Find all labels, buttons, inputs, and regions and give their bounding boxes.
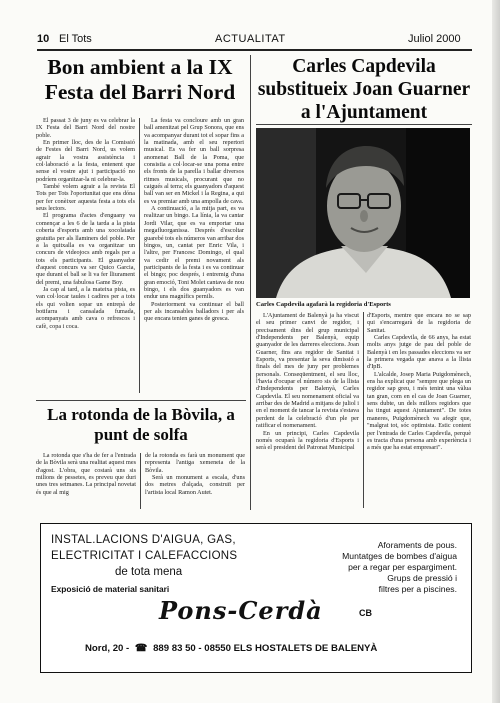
paragraph: d'Esports, mentre que encara no se sap qui s'encarregarà de la regidoria de Sanitat. [367,312,471,334]
publication-name: El Tots [59,33,92,45]
section-name: ACTUALITAT [215,33,286,45]
ad-line-4: Exposició de material sanitari [51,584,170,594]
photo-caption: Carles Capdevila agafarà la regidoria d'Esports [256,301,391,308]
paragraph: de la rotonda es farà un monument que representa l'antiga xemeneia de la Bòvila. [145,452,245,474]
article-rotonda-column-2 [145,452,245,510]
issue-date: Juliol 2000 [408,33,461,45]
ad-right-line-3: per a regar per espargiment. [348,562,457,572]
article-title-rotonda: La rotonda de la Bòvila, a punt de solfa [47,405,235,445]
section-divider-vertical [250,55,251,510]
paragraph: L'Ajuntament de Balenyà ja ha viscut el seu primer canvi de regidor, i precisament dins del grup municipal d'Independents per Balenyà, equip guanyador de les darreres eleccions. Joan Guarner, fins ara regidor de Sanitat i Esports, va presentar la seva dimissió a finals del mes de juny per problemes personals. Conseqüentment, el seu lloc, l'havia d'ocupar el número sis de la llista d'Independents per Balenyà, Carles Capdevila. El seu nomenament oficial va arribar des de Madrid a mitjans de juliol i en el moment de tancar la revista s'estava perdent de la celebració d'un ple per ratificar el nomenament. [256,312,359,430]
paragraph: L'alcalde, Josep Maria Puigdomènech, ens ha explicat que "sempre que plega un regidor sap greu, i més tenint una vàlua tan gran, com en el cas de Joan Guarner, sens dubte, un dels millors regidors que ha tingut aquest Ajuntament". De totes maneres, Puigdomènech va afegir que, "malgrat tot, sóc optimista. Estic content per l'entrada de Carles Capdevila, perquè es tracta d'una persona amb experiència i a més que ha estat empresari". [367,370,471,452]
brand-logo: Pons-Cerdà [159,596,323,625]
ad-right-line-4: Grups de pressió i [387,573,457,583]
ad-line-3: de tota mena [115,566,183,578]
page-number: 10 [37,33,50,45]
header-rule [37,49,472,51]
brand-suffix: CB [359,608,372,618]
portrait-photo [256,128,470,298]
ad-right-line-2: Muntatges de bombes d'aigua [342,551,457,561]
paragraph: Carles Capdevila, de 66 anys, ha estat molts anys jutge de pau del poble de Balenyà i en les passades eleccions va ser la primera vegada que anava a la llista d'IpB. [367,334,471,371]
page-header [37,33,472,49]
phone-number: 889 83 50 [153,643,196,654]
article-title-capdevila: Carles Capdevila substitueix Joan Guarner a l'Ajuntament [257,56,471,123]
paragraph: Serà un monument a escala, d'uns dos metres d'alçada, construït per l'artista local Ramon Autet. [145,474,245,496]
paragraph: La rotonda que s'ha de fer a l'entrada de la Bòvila serà una realitat aquest mes d'agost. L'obra, que costarà uns sis milions de pessetes, es preveu que duri unes tres setmanes. La principal novetat és que al mig [36,452,136,496]
section-divider-horizontal [36,400,246,401]
advertisement-box [40,523,472,673]
phone-icon: ☎ [134,643,148,654]
column-divider [139,118,140,393]
paragraph: En primer lloc, des de la Comissió de Festes del Barri Nord, us volem agrair la vostra assistència i col·laboració a la festa, entenent que sense el vostre ajut i participació no podríem organitzar-la ni celebrar-la. [36,139,135,183]
article-festa-column-1 [36,117,135,395]
address-street: Nord, 20 - [85,643,130,654]
column-divider [140,453,141,509]
ad-line-2: ELECTRICITAT I CALEFACCIONS [51,550,238,562]
portrait-image [256,128,470,298]
column-divider [363,312,364,508]
address-city: - 08550 ELS HOSTALETS DE BALENYÀ [198,643,378,654]
article-festa-column-2 [144,117,244,395]
article-capdevila-column-2 [367,312,471,510]
paragraph: Ja cap al tard, a la mateixa pista, es van col·locar taules i cadires per a tots els qui volien sopar un entrepà de botifarra i cansalada fumada, acompanyats amb cava o refrescos i cafè, copa i coca. [36,285,135,330]
ad-line-1: INSTAL.LACIONS D'AIGUA, GAS, [51,534,236,546]
paragraph: El passat 3 de juny es va celebrar la IX Festa del Barri Nord del nostre poble. [36,117,135,139]
ad-right-line-5: filtres per a piscines. [378,584,457,594]
paragraph: La festa va concloure amb un gran ball amenitzat pel Grup Sonora, que ens va acompanyar durant tot el sopar fins a la matinada, amb el seu repertori musical. Es va fer un ball sorpresa anomenat Ball de la Poma, que consistia a col·locar-se una poma entre els fronts de la parella i ballar diversos ritmes musicals, procurant que no caigués al terra; els guanyadors d'aquest ball van ser en Mickel i la Regina, a qui es va premiar amb una ampolla de cava. [144,117,244,205]
paragraph: El programa d'actes d'enguany va començar a les 6 de la tarda a la pista coberta d'esports amb una xocolatada gratuïta per als llaminers del poble. Per a la quitxalla es va organitzar un concurs de videojocs amb regals per a tots els participants. El guanyador d'aquest concurs va ser Quico Garcia, que durant el ball se li va fer lliurament del premi, una fabulosa Game Boy. [36,212,135,286]
article-rotonda-column-1 [36,452,136,510]
ad-right-line-1: Aforaments de pous. [377,540,457,550]
paragraph: En un principi, Carles Capdevila només ocuparà la regidoria d'Esports i serà el president del Patronat Municipal [256,429,359,452]
title-rule [256,124,472,125]
ad-address [85,643,377,654]
article-title-festa: Bon ambient a la IX Festa del Barri Nord [44,55,236,105]
paragraph: Posteriorment va continuar el ball per als incansables balladors i per als que encara tenien ganes de gresca. [144,300,244,323]
page-edge-shadow [492,0,500,703]
paragraph: A continuació, a la mitja part, es va realitzar un bingo. La línia, la va cantar Jordi Vilar, que es va emportar una megafluorganissa. Després d'escoltar guarebé tots els números van arribar dos bingos, un, cantat per Enric Vila, i l'altre, per Francesc Domingo, el qual va cedir el premi novament als participants de la festa i es va continuar el bingo; poc després, i entremig d'una gran emoció, Toni Molet cantava de nou bingo, i els dos guanyadors es van endur uns magnífics pernils. [144,205,244,301]
article-capdevila-column-1 [256,312,359,510]
paragraph: També volem agrair a la revista El Tots per Tots l'oportunitat que ens dóna per fer conèixer aquesta festa a tots els seus lectors. [36,183,135,213]
